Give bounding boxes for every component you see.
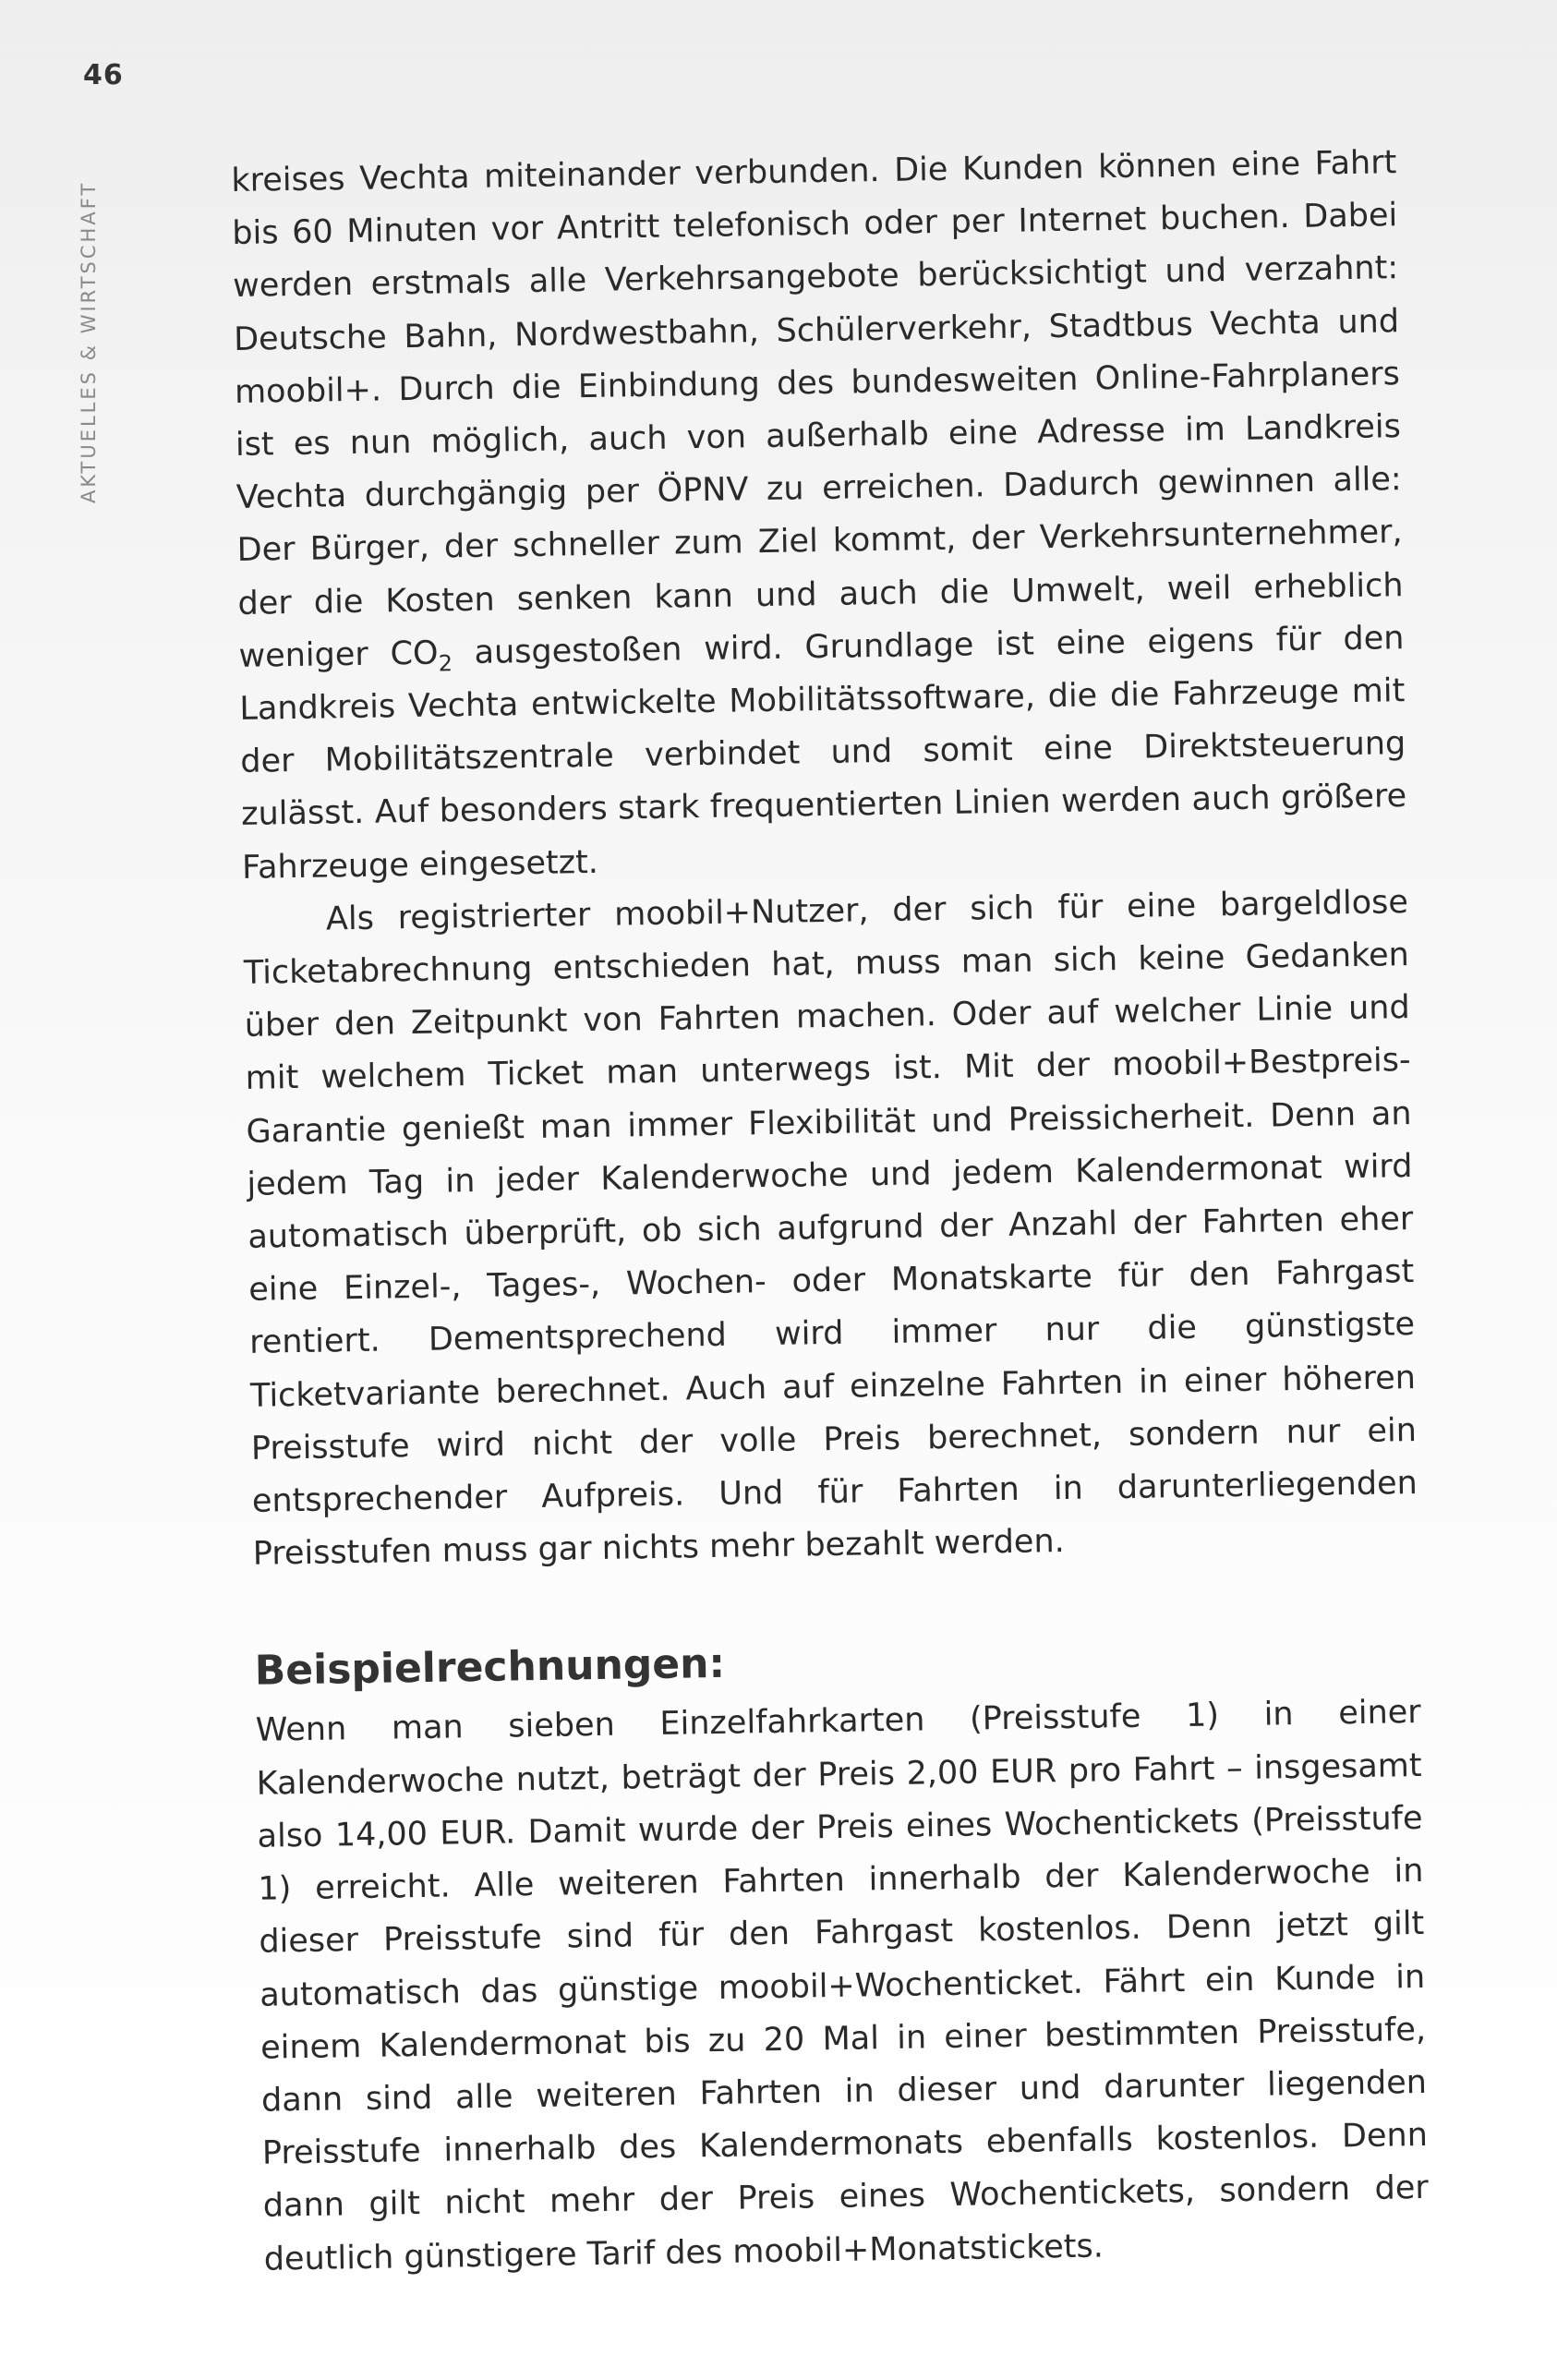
subheading-beispielrechnungen: Beispielrechnungen:	[254, 1640, 726, 1696]
paragraph-3: Wenn man sieben Einzelfahrkarten (Preisstufe 1) in einer Kalenderwoche nutzt, beträgt der Preis 2,00 EUR pro Fahrt – insgesamt also 14,00 EUR. Damit wurde der Preis eines Wochentickets (Preisstufe 1) erreicht. Alle weiteren Fahrten innerhalb der Kalenderwoche in dieser Preisstufe sind für den Fahrgast kostenlos. Denn jetzt gilt automatisch das günstige moobil+Wochenticket. Fährt ein Kunde in einem Kalendermonat bis zu 20 Mal in einer bestimmten Preisstufe, dann sind alle weiteren Fahrten in dieser und darunter liegenden Preisstufe innerhalb des Kalendermonats ebenfalls kostenlos. Denn dann gilt nicht mehr der Preis eines Wochentickets, sondern der deutlich günstigere Tarif des moobil+Monatstickets.	[255, 1694, 1430, 2278]
paragraph-1-text-b: ausgestoßen wird. Grundlage ist eine eigens für den Landkreis Vechta entwickelte Mobilitätssoftware, die die Fahrzeuge mit der Mobilitätszentrale verbindet und somit eine Direktsteuerung zulässt. Auf besonders stark frequentierten Linien werden auch größere Fahrzeuge eingesetzt.	[239, 619, 1407, 887]
paragraph-2: Als registrierter moobil+Nutzer, der sich für eine bargeldlose Ticketabrechnung entschieden hat, muss man sich keine Gedanken über den Zeitpunkt von Fahrten machen. Oder auf welcher Linie und mit welchem Ticket man unterwegs ist. Mit der moobil+Bestpreis-Garantie genießt man immer Flexibilität und Preissicherheit. Denn an jedem Tag in jeder Kalenderwoche und jedem Kalendermonat wird automatisch überprüft, ob sich aufgrund der Anzahl der Fahrten eher eine Einzel-, Tages-, Wochen- oder Monatskarte für den Fahrgast rentiert. Dementsprechend wird immer nur die günstigste Ticketvariante berechnet. Auch auf einzelne Fahrten in einer höheren Preisstufe wird nicht der volle Preis berechnet, sondern nur ein entsprechender Aufpreis. Und für Fahrten in darunterliegenden Preisstufen muss gar nichts mehr bezahlt werden.	[243, 883, 1418, 1574]
page-number: 46	[83, 59, 124, 91]
section-label: AKTUELLES & WIRTSCHAFT	[78, 180, 100, 503]
paragraph-1	[231, 137, 1407, 895]
co2-subscript: 2	[438, 650, 453, 677]
article-body	[231, 137, 1430, 2286]
paragraph-1-text-a: kreises Vechta miteinander verbunden. Die Kunden können eine Fahrt bis 60 Minuten vor Antritt telefonisch oder per Internet buchen. Dabei werden erstmals alle Verkehrsangebote berücksichtigt und verzahnt: Deutsche Bahn, Nordwestbahn, Schülerverkehr, Stadtbus Vechta und moobil+. Durch die Einbindung des bundesweiten Online-Fahrplaners ist es nun möglich, auch von außerhalb eine Adresse im Landkreis Vechta durchgängig per ÖPNV zu erreichen. Dadurch gewinnen alle: Der Bürger, der schneller zum Ziel kommt, der Verkehrsunternehmer, der die Kosten senken kann und auch die Umwelt, weil erheblich weniger CO	[231, 144, 1404, 675]
